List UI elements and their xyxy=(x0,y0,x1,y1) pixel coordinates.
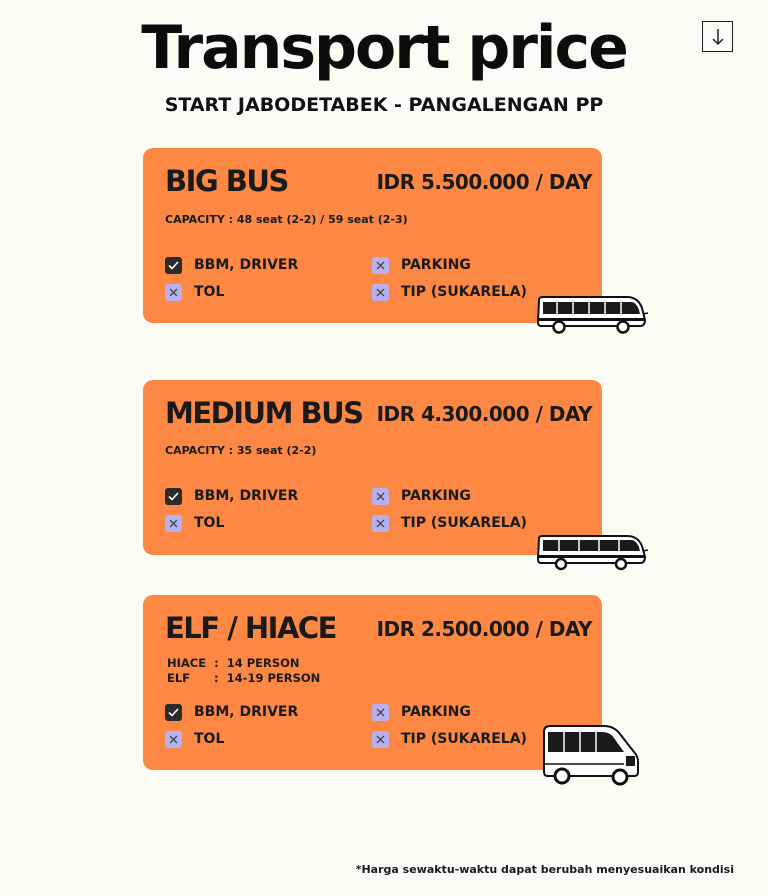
medium-bus-icon xyxy=(535,533,649,571)
feature-label: PARKING xyxy=(401,704,471,720)
feature-label: TOL xyxy=(194,515,225,531)
feature-label: PARKING xyxy=(401,488,471,504)
download-button[interactable] xyxy=(702,21,733,52)
feature-item xyxy=(372,283,527,301)
cross-icon xyxy=(372,731,389,748)
vehicle-capacity-elf: ELF : 14-19 PERSON xyxy=(167,671,321,685)
cross-icon xyxy=(372,257,389,274)
vehicle-capacity-hiace: HIACE : 14 PERSON xyxy=(167,656,300,670)
feature-item xyxy=(372,730,527,748)
feature-item xyxy=(165,256,298,274)
feature-item xyxy=(165,730,224,748)
feature-item xyxy=(165,514,224,532)
feature-item xyxy=(372,703,471,721)
arrow-down-icon xyxy=(710,28,726,46)
vehicle-price: IDR 4.300.000 / DAY xyxy=(376,402,592,426)
cross-icon xyxy=(165,284,182,301)
feature-label: TOL xyxy=(194,284,225,300)
cross-icon xyxy=(372,488,389,505)
feature-item xyxy=(372,514,527,532)
feature-label: TIP (SUKARELA) xyxy=(401,284,527,300)
feature-label: BBM, DRIVER xyxy=(194,257,299,273)
price-card-big-bus xyxy=(143,148,602,323)
check-icon xyxy=(165,704,182,721)
cross-icon xyxy=(165,731,182,748)
check-icon xyxy=(165,488,182,505)
feature-label: PARKING xyxy=(401,257,471,273)
cross-icon xyxy=(372,515,389,532)
disclaimer-note: *Harga sewaktu-waktu dapat berubah menyesuaikan kondisi xyxy=(355,863,734,876)
vehicle-capacity: CAPACITY : 48 seat (2-2) / 59 seat (2-3) xyxy=(165,213,408,226)
page-title: Transport price xyxy=(141,13,627,83)
vehicle-name: BIG BUS xyxy=(165,164,288,198)
feature-item xyxy=(372,256,471,274)
feature-label: TIP (SUKARELA) xyxy=(401,515,527,531)
vehicle-price: IDR 5.500.000 / DAY xyxy=(376,170,592,194)
feature-item xyxy=(165,703,298,721)
feature-item xyxy=(165,283,224,301)
price-card-medium-bus xyxy=(143,380,602,555)
feature-label: TIP (SUKARELA) xyxy=(401,731,527,747)
minibus-icon xyxy=(540,722,644,786)
feature-label: TOL xyxy=(194,731,225,747)
big-bus-icon xyxy=(535,294,649,334)
cross-icon xyxy=(372,284,389,301)
feature-label: BBM, DRIVER xyxy=(194,488,299,504)
feature-label: BBM, DRIVER xyxy=(194,704,299,720)
vehicle-price: IDR 2.500.000 / DAY xyxy=(376,617,592,641)
feature-item xyxy=(372,487,471,505)
feature-item xyxy=(165,487,298,505)
price-card-elf-hiace xyxy=(143,595,602,770)
page-subtitle: START JABODETABEK - PANGALENGAN PP xyxy=(164,94,604,116)
vehicle-name: MEDIUM BUS xyxy=(165,396,363,430)
vehicle-capacity: CAPACITY : 35 seat (2-2) xyxy=(165,444,317,457)
vehicle-name: ELF / HIACE xyxy=(165,611,336,645)
check-icon xyxy=(165,257,182,274)
cross-icon xyxy=(372,704,389,721)
cross-icon xyxy=(165,515,182,532)
